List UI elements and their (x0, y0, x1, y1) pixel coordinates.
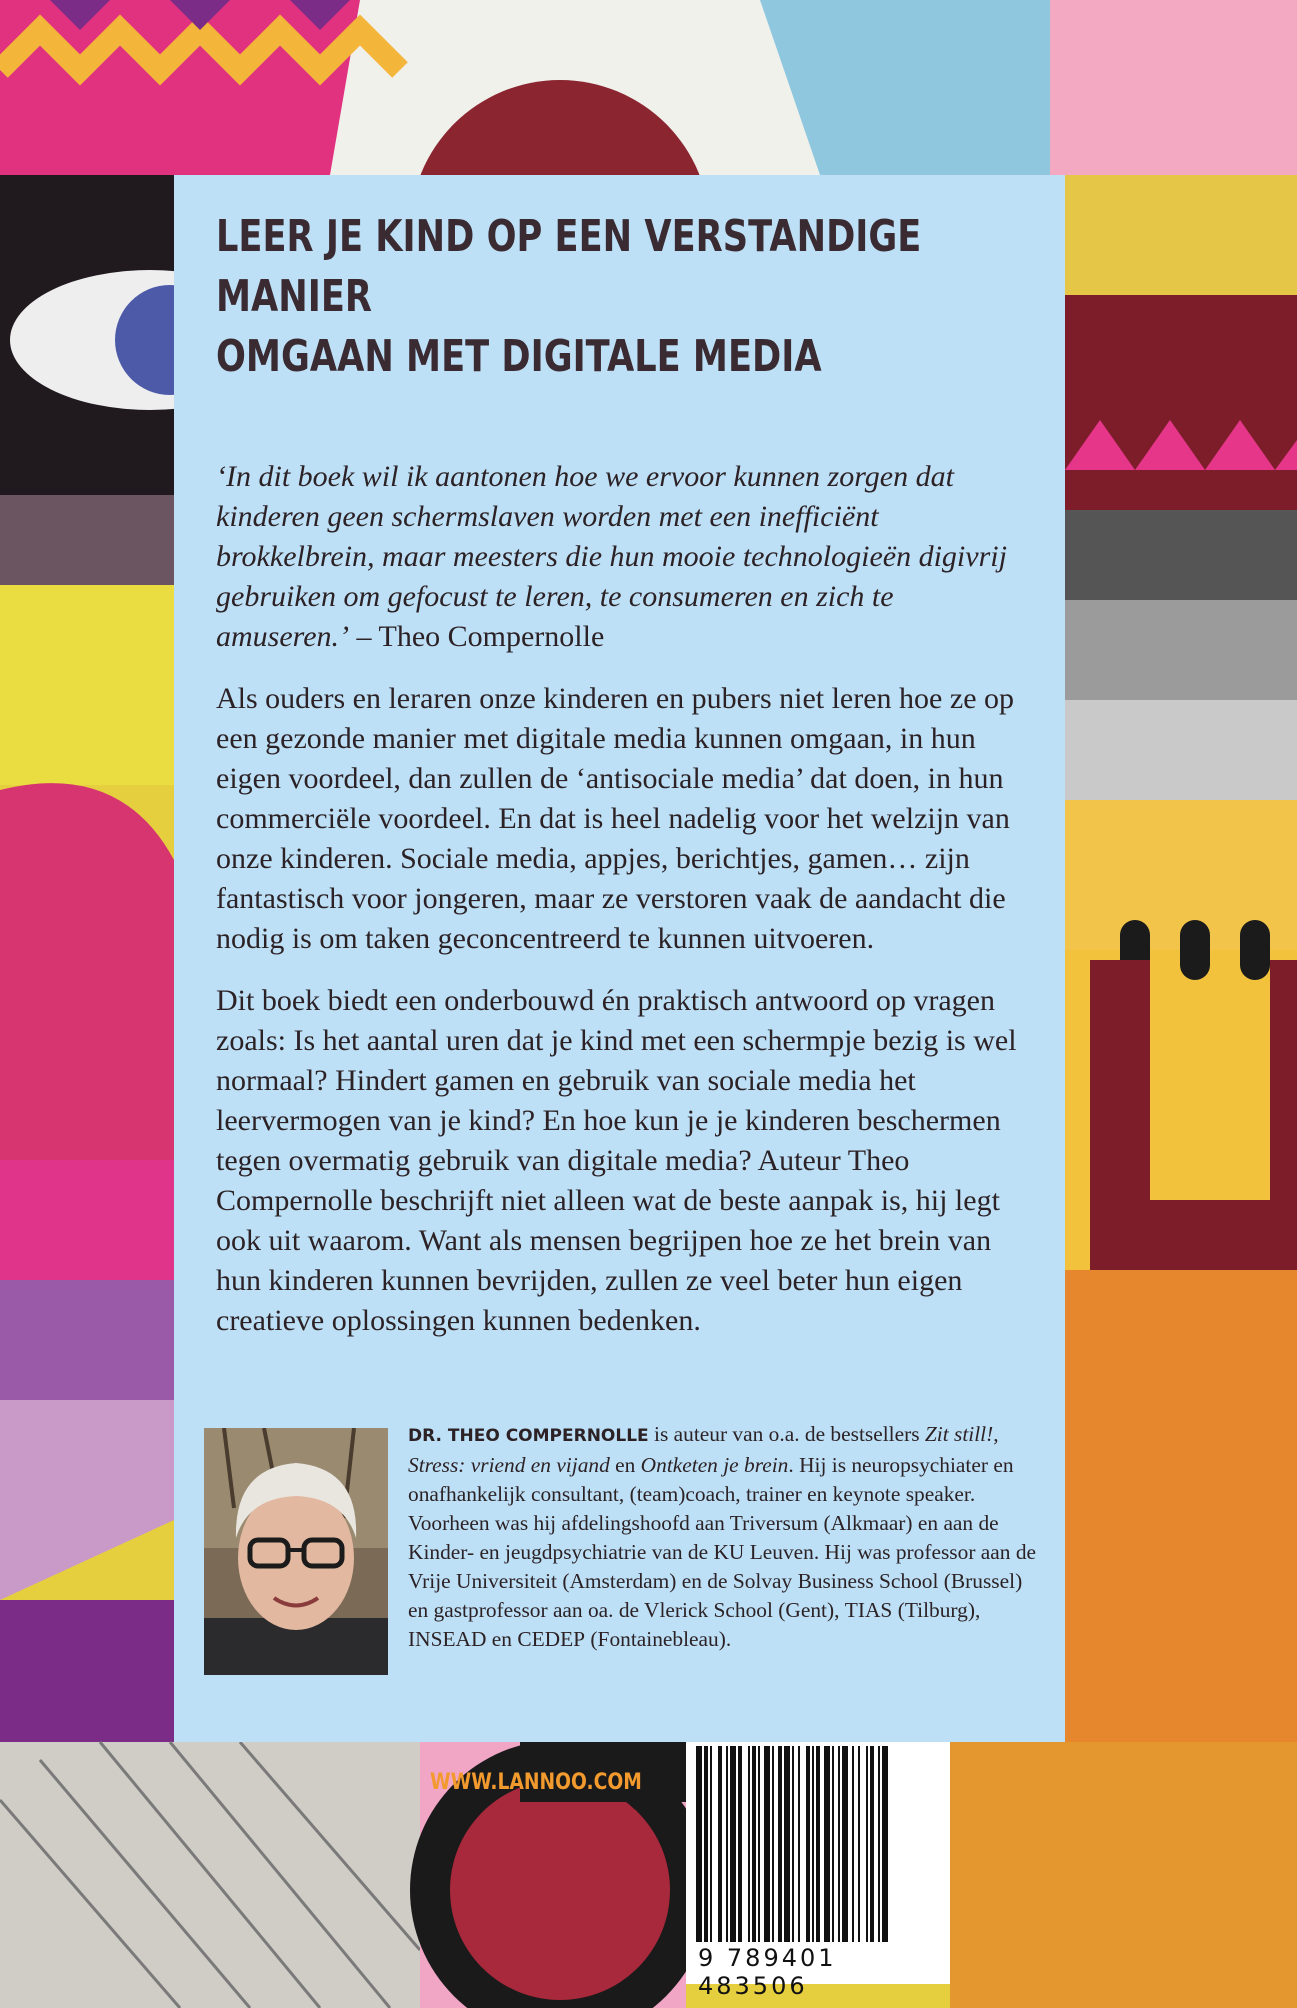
bio-text: , (993, 1422, 999, 1446)
barcode-bar (764, 1746, 770, 1942)
barcode-bars (696, 1746, 940, 1942)
bio-text: (Tilburg), (892, 1598, 981, 1622)
author-bio (408, 1420, 1038, 1654)
body-paragraph-1: Als ouders en leraren onze kinderen en pubers niet leren hoe ze op een gezonde manier met digitale media kunnen omgaan, in hun eigen voordeel, dan zullen de ‘antisociale media’ dat doen, in hun commerciële voordeel. En dat is heel nadelig voor het welzijn van onze kinderen. Sociale media, appjes, berichtjes, gamen… zijn fantastisch voor jongeren, maar ze verstoren vaak de aandacht die nodig is om taken geconcentreerd te kunnen uitvoeren. (216, 682, 1015, 955)
barcode-bar (812, 1746, 814, 1942)
isbn-number: 9 789401 483506 (698, 1944, 837, 2000)
barcode-bar (798, 1746, 800, 1942)
author-photo (204, 1428, 388, 1675)
barcode-bar (752, 1746, 756, 1942)
quote-author: – Theo Compernolle (349, 620, 605, 653)
abbr-tias: TIAS (844, 1598, 893, 1622)
barcode-bar (816, 1746, 820, 1942)
barcode-bar (718, 1746, 722, 1942)
barcode-bar (842, 1746, 848, 1942)
back-cover-text-panel (174, 175, 1065, 1742)
abbr-ku: KU (713, 1540, 745, 1564)
bio-text: Leuven. Hij was professor aan de Vrije Universiteit (Amsterdam) en de Solvay Business School (Brussel) en gastprofessor aan oa. de Vlerick School (Gent), (408, 1540, 1037, 1622)
barcode-bar (772, 1746, 774, 1942)
barcode-bar (710, 1746, 712, 1942)
book-title-3: Ontketen je brein (640, 1453, 789, 1477)
barcode-bar (866, 1746, 868, 1942)
author-name: DR. THEO COMPERNOLLE (408, 1426, 649, 1446)
publisher-url[interactable]: WWW.LANNOO.COM (430, 1770, 642, 1795)
barcode-bar (748, 1746, 750, 1942)
barcode-bar (738, 1746, 742, 1942)
bio-text: en (609, 1453, 641, 1477)
barcode-bar (832, 1746, 834, 1942)
headline-line-2: OMGAAN MET DIGITALE MEDIA (216, 331, 822, 382)
bio-text: (Fontainebleau). (585, 1627, 732, 1651)
barcode-bar (858, 1746, 860, 1942)
barcode (686, 1742, 950, 2000)
barcode-bar (792, 1746, 794, 1942)
barcode-bar (758, 1746, 760, 1942)
quote-text: ‘In dit boek wil ik aantonen hoe we ervoor kunnen zorgen dat kinderen geen schermslaven worden met een inefficiënt brokkelbrein, maar meesters die hun mooie technologieën digivrij gebruiken om gefocust te leren, te consumeren en zich te amuseren.’ (216, 460, 1007, 653)
headline-line-1: LEER JE KIND OP EEN VERSTANDIGE MANIER (216, 211, 922, 322)
headline (216, 207, 1016, 387)
bio-text: is auteur van o.a. de bestsellers (648, 1422, 925, 1446)
barcode-bar (704, 1746, 708, 1942)
barcode-bar (852, 1746, 854, 1942)
barcode-bar (878, 1746, 880, 1942)
barcode-bar (806, 1746, 810, 1942)
bio-text: en (486, 1627, 518, 1651)
barcode-bar (824, 1746, 830, 1942)
barcode-bar (838, 1746, 840, 1942)
body-paragraph-2: Dit boek biedt een onderbouwd én praktisch antwoord op vragen zoals: Is het aantal uren dat je kind met een schermpje bezig is wel normaal? Hindert gamen en gebruik van sociale media het leervermogen van je kind? En hoe kun je je kinderen beschermen tegen overmatig gebruik van digitale media? Auteur Theo Compernolle beschrijft niet alleen wat de beste aanpak is, hij legt ook uit waarom. Want als mensen begrijpen hoe ze het brein van hun kinderen kunnen bevrijden, zullen ze veel beter hun eigen creatieve oplossingen kunnen bedenken. (216, 984, 1017, 1337)
book-title-2: Stress: vriend en vijand (408, 1453, 610, 1477)
abbr-cedep: CEDEP (517, 1627, 586, 1651)
barcode-bar (870, 1746, 874, 1942)
barcode-bar (726, 1746, 728, 1942)
barcode-bar (730, 1746, 736, 1942)
bio-text: . Hij is neuropsychiater en onafhankelijk consultant, (team)coach, trainer en keynote speaker. Voorheen was hij afdelingshoofd aan Triversum (Alkmaar) en aan de Kinder- en jeugdpsychiatrie van de (408, 1453, 1014, 1564)
book-title-1: Zit still! (924, 1422, 994, 1446)
barcode-bar (696, 1746, 702, 1942)
barcode-bar (882, 1746, 888, 1942)
barcode-bar (778, 1746, 782, 1942)
barcode-bar (784, 1746, 790, 1942)
quote-paragraph (216, 457, 1023, 657)
abbr-insead: INSEAD (408, 1627, 487, 1651)
